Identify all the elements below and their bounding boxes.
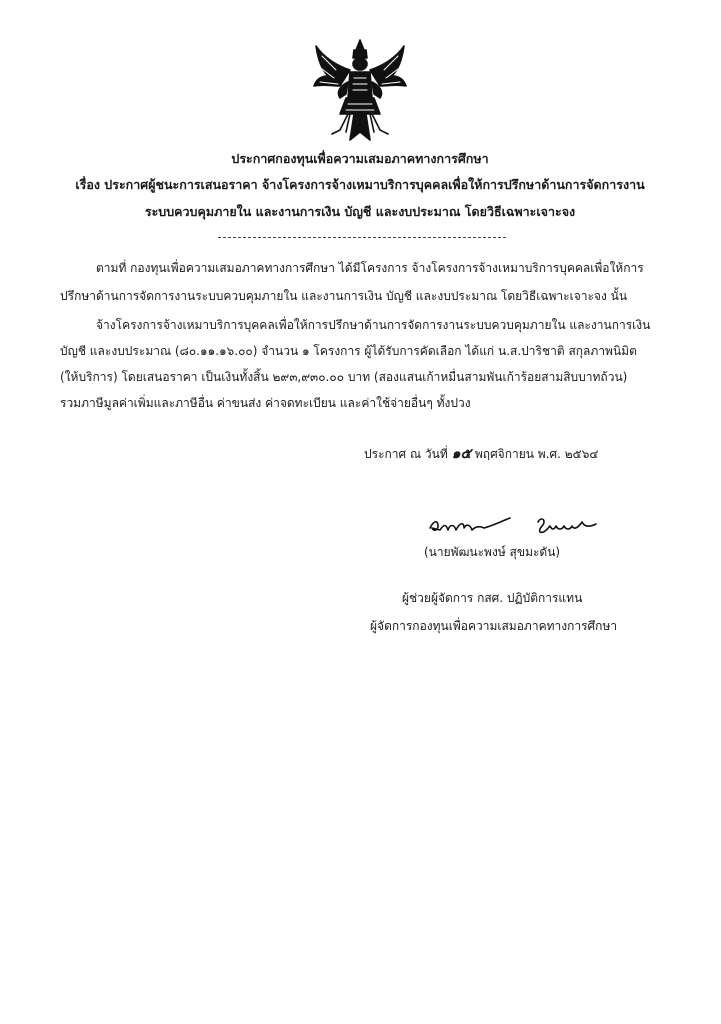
- signatory-name: (นายพัฒนะพงษ์ สุขมะดัน): [424, 545, 561, 559]
- date-suffix: พฤศจิกายน พ.ศ. ๒๕๖๔: [474, 447, 599, 461]
- date-day: ๑๕: [451, 446, 472, 462]
- paragraph2-line1: จ้างโครงการจ้างเหมาบริการบุคคลเพื่อให้การปรึกษาด้านการจัดการงานระบบควบคุมภายใน และงานการเงิน: [96, 318, 651, 332]
- paragraph2-line2: บัญชี และงบประมาณ (๘๐.๑๑.๑๖.๐๐) จำนวน ๑ โครงการ ผู้ได้รับการคัดเลือก ได้แก่ น.ส.ปาริชาติ สกุลภาพนิมิต: [60, 344, 637, 358]
- date-prefix: ประกาศ ณ วันที่: [364, 447, 448, 461]
- announcement-subject-line1: เรื่อง ประกาศผู้ชนะการเสนอราคา จ้างโครงการจ้างเหมาบริการบุคคลเพื่อให้การปรึกษาด้านการจัดการงาน: [75, 177, 645, 192]
- paragraph2-line3: (ให้บริการ) โดยเสนอราคา เป็นเงินทั้งสิ้น ๒๙๓,๙๓๐.๐๐ บาท (สองแสนเก้าหมื่นสามพันเก้าร้อยสามสิบบาทถ้วน): [60, 370, 628, 384]
- signatory-position-line2: ผู้จัดการกองทุนเพื่อความเสมอภาคทางการศึกษา: [370, 619, 618, 633]
- announcement-date: [364, 445, 598, 463]
- garuda-emblem-icon: [310, 36, 410, 146]
- signatory-position-line1: ผู้ช่วยผู้จัดการ กสศ. ปฏิบัติการแทน: [402, 591, 583, 605]
- title-divider: [218, 237, 506, 238]
- paragraph2-line4: รวมภาษีมูลค่าเพิ่มและภาษีอื่น ค่าขนส่ง ค่าจดทะเบียน และค่าใช้จ่ายอื่นๆ ทั้งปวง: [60, 396, 471, 410]
- paragraph1-line1: ตามที่ กองทุนเพื่อความเสมอภาคทางการศึกษา ได้มีโครงการ จ้างโครงการจ้างเหมาบริการบุคคลเพื่อให้การ: [96, 261, 644, 275]
- paragraph1-line2: ปรึกษาด้านการจัดการงานระบบควบคุมภายใน และงานการเงิน บัญชี และงบประมาณ โดยวิธีเฉพาะเจาะจง นั้น: [60, 289, 628, 303]
- announcement-subject-line2: ระบบควบคุมภายใน และงานการเงิน บัญชี และงบประมาณ โดยวิธีเฉพาะเจาะจง: [144, 204, 576, 219]
- handwritten-signature: [426, 510, 606, 540]
- announcement-title: ประกาศกองทุนเพื่อความเสมอภาคทางการศึกษา: [231, 151, 489, 166]
